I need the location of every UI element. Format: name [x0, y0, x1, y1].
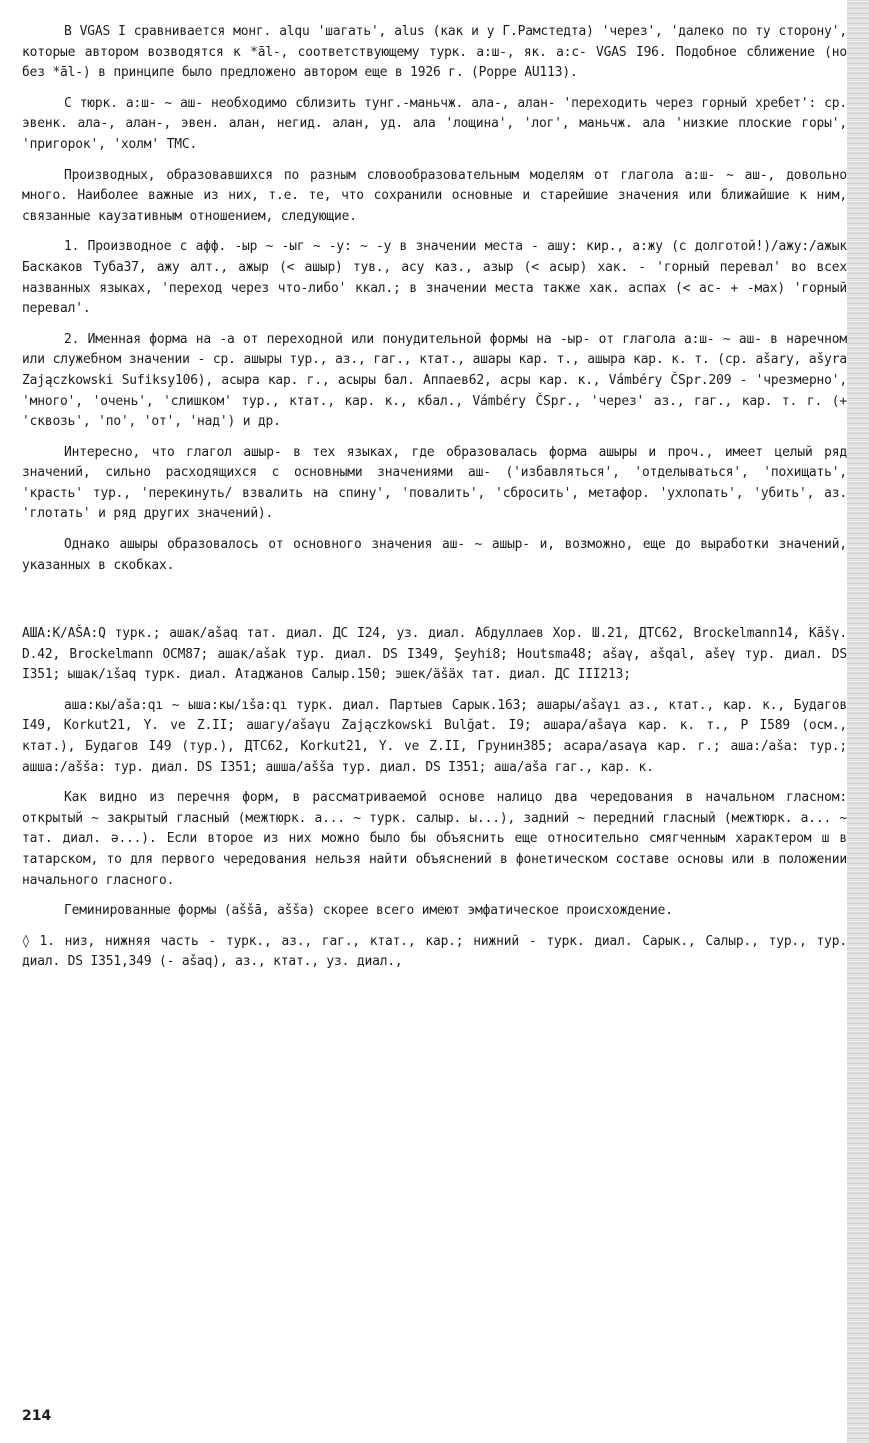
dictionary-entry-heading: АША:К/AŠA:Q турк.; ашак/ašaq тат. диал. ДС I24, уз. диал. Абдуллаев Хор. Ш.21, ДТС62, Brockelmann14, Kāšγ. D.42, Brockelmann OCM87; ашак/ašak тур. диал. DS I349, Şeyhi8; Houtsma48; ašaγ, ašqal, ašeγ тур. диал. DS I351; ышак/ıšaq турк. диал. Атаджанов Салыр.150; эшек/äšäx тат. диал. ДС III213; — [22, 626, 847, 683]
paragraph: аша:кы/aša:qı ~ ыша:кы/ıša:qı турк. диал. Партыев Сарык.163; ашары/ašaγı аз., ктат., кар. к., Будагов I49, Korkut21, Y. ve Z.II; ашагу/ašaγu Zajączkowski Bulğat. I9; ашара/ašaγa кар. к. т., Р I589 (осм., ктат.), Будагов I49 (тур.), ДТС62, Korkut21, Y. ve Z.II, Грунин385; асара/asaγa кар. г.; аша:/aša: тур.; ашша:/ašša: тур. диал. DS I351; ашша/ašša тур. диал. DS I351; аша/aša гаг., кар. к. — [22, 697, 847, 775]
paragraph: Производных, образовавшихся по разным словообразовательным моделям от глагола а:ш- ~ аш-, довольно много. Наиболее важные из них, т.е. те, что сохранили основные и старейшие значения или ближайшие к ним, связанные каузативным отношением, следующие. — [22, 167, 847, 224]
paragraph-gap — [22, 589, 847, 611]
paragraph: Интересно, что глагол ашыр- в тех языках, где образовалась форма ашыры и проч., имеет целый ряд значений, сильно расходящихся с основными значениями аш- ('избавляться', 'отделываться', 'похищать', 'красть' тур., 'перекинуть/ взвалить на спину', 'повалить', 'сбросить', метафор. 'ухлопать', 'убить', аз. 'глотать' и ряд других значений). — [22, 444, 847, 522]
paragraph: 2. Именная форма на -а от переходной или понудительной формы на -ыр- от глагола а:ш- ~ аш- в наречном или служебном значении - ср. ашыры тур., аз., гаг., ктат., ашары кар. т., ашыра кар. к. т. (ср. ašary, ašyra Zajączkowski Sufiksy106), асыра кар. г., асыры бал. Аппаев62, асры кар. к., Vámbéry ČSpr.209 - 'чрезмерно', 'много', 'очень', 'слишком' тур., ктат., кар. к., кбал., Vámbéry ČSpr., 'через' аз., гаг., кар. т. г. (+ 'сквозь', 'по', 'от', 'над') и др. — [22, 331, 847, 430]
paragraph: Геминированные формы (aššā, ašša) скорее всего имеют эмфатическое происхождение. — [64, 903, 673, 919]
paragraph: Однако ашыры образовалось от основного значения аш- ~ ашыр- и, возможно, еще до выработки значений, указанных в скобках. — [22, 537, 847, 573]
document-page — [22, 22, 847, 1422]
paragraph: С тюрк. а:ш- ~ аш- необходимо сблизить тунг.-маньчж. ала-, алан- 'переходить через горный хребет': ср. эвенк. ала-, алан-, эвен. алан, негид. алан, уд. ала 'лощина', 'лог', маньчж. ала 'низкие плоские горы', 'пригорок', 'холм' ТМС. — [22, 95, 847, 152]
paragraph: 1. Производное с афф. -ыр ~ -ыг ~ -у: ~ -у в значении места - ашу: кир., а:жу (с долготой!)/ажу:/ажык Баскаков Туба37, ажу алт., ажыр (< ашыр) тув., асу каз., азыр (< асыр) хак. - 'горный перевал' во всех названных языках, 'переход через что-либо' ккал.; в значении места также хак. аспах (< ас- + -мах) 'горный перевал'. — [22, 239, 847, 317]
paragraph: В VGAS I сравнивается монг. alqu 'шагать', alus (как и у Г.Рамстедта) 'через', 'далеко по ту сторону', которые автором возводятся к *āl-, соответствующему турк. а:ш-, як. а:с- VGAS I96. Подобное сближение (но без *āl-) в принципе было предложено автором еще в 1926 г. (Poppe AU113). — [22, 24, 847, 81]
page-number: 214 — [22, 1408, 52, 1424]
page-content — [22, 22, 847, 973]
paragraph: Как видно из перечня форм, в рассматриваемой основе налицо два чередования в начальном гласном: открытый ~ закрытый гласный (межтюрк. а... ~ турк. салыр. ы...), задний ~ передний гласный (межтюрк. а... ~ тат. диал. ә...). Если второе из них можно было бы объяснить еще относительно смягченным характером ш в татарском, то для первого чередования нельзя найти объяснений в фонетическом составе основы или в положении начального гласного. — [22, 790, 847, 888]
paragraph: ◊ 1. низ, нижняя часть - турк., аз., гаг., ктат., кар.; нижний - турк. диал. Сарык., Салыр., тур., тур. диал. DS I351,349 (- ašaq), аз., ктат., уз. диал., — [22, 933, 847, 970]
book-spine-edge — [847, 0, 869, 1443]
